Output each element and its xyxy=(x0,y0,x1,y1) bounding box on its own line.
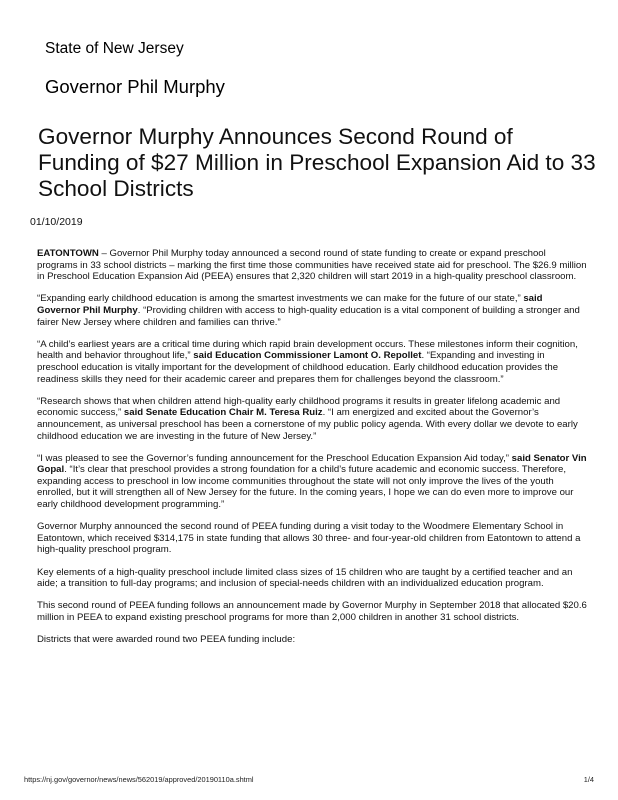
paragraph-2: “Expanding early childhood education is among the smartest investments we can make for the future of our state,” said Governor Phil Murphy. “Providing children with access to high-quality education is a vital component of building a stronger and fairer New Jersey where children and families can thrive.” xyxy=(37,293,580,328)
print-url: https://nj.gov/governor/news/news/562019/approved/20190110a.shtml xyxy=(24,775,254,784)
paragraph-9: Districts that were awarded round two PEEA funding include: xyxy=(37,634,296,646)
dateline: EATONTOWN xyxy=(37,248,99,259)
paragraph-5: “I was pleased to see the Governor’s funding announcement for the Preschool Education Expansion Aid today,” said Senator Vin Gopal. “It’s clear that preschool provides a strong foundation for a child’s future academic and economic success. Therefore, expanding access to preschool in low income communities throughout the state will not only improve the lives of the youth enrolled, but it will strengthen all of New Jersey for the future. In the coming years, I hope we can do even more to improve our early childhood development programming.” xyxy=(37,452,587,511)
paragraph-1: EATONTOWN – Governor Phil Murphy today announced a second round of state funding to create or expand preschool programs in 33 school districts – marking the first time those communities have received state aid for preschool. The $26.9 million in Preschool Education Expansion Aid (PEEA) ensures that 2,320 children will start 2019 in a high-quality preschool classroom. xyxy=(37,248,587,283)
speaker-attribution: said Governor Phil Murphy xyxy=(37,293,543,316)
speaker-attribution: said Education Commissioner Lamont O. Repollet xyxy=(193,350,422,362)
article-body xyxy=(37,248,587,656)
article-date: 01/10/2019 xyxy=(30,216,83,228)
speaker-attribution: said Senate Education Chair M. Teresa Ruiz xyxy=(123,407,323,419)
paragraph-4: “Research shows that when children attend high-quality early childhood programs it results in greater lifelong academic and economic success,” said Senate Education Chair M. Teresa Ruiz. “I am energized and excited about the Governor’s announcement, as universal preschool has been a cornerstone of my public policy agenda. With every dollar we devote to early childhood education we are investing in the future of New Jersey.” xyxy=(37,395,578,442)
speaker-attribution: said Senator Vin Gopal xyxy=(37,452,587,476)
paragraph-3: “A child’s earliest years are a critical time during which rapid brain development occurs. These milestones inform their cognition, health and behavior throughout life,” said Education Commissioner Lamont O. Repollet. “Expanding and investing in preschool education is vitally important for the development of childhood education. Early childhood education provides the readiness skills they need for their academic career and prepares them for challenges beyond the classroom.” xyxy=(37,338,578,385)
page-number: 1/4 xyxy=(583,775,594,784)
paragraph-8: This second round of PEEA funding follows an announcement made by Governor Murphy in September 2018 that allocated $20.6 million in PEEA to expand existing preschool programs for more than 2,000 children in another 31 school districts. xyxy=(37,600,587,623)
paragraph-7: Key elements of a high-quality preschool include limited class sizes of 15 children who are taught by a certified teacher and an aide; a transition to full-day programs; and inclusion of special-needs children with an individualized education program. xyxy=(37,566,573,590)
paragraph-6: Governor Murphy announced the second round of PEEA funding during a visit today to the Woodmere Elementary School in Eatontown, which received $314,175 in state funding that allows 30 three- and four-year-old children from Eatontown to attend a high-quality preschool program. xyxy=(37,521,581,556)
state-link[interactable]: State of New Jersey xyxy=(45,40,184,57)
article-headline: Governor Murphy Announces Second Round of Funding of $27 Million in Preschool Expansion Aid to 33 School Districts xyxy=(38,124,596,201)
governor-link[interactable]: Governor Phil Murphy xyxy=(45,76,225,97)
